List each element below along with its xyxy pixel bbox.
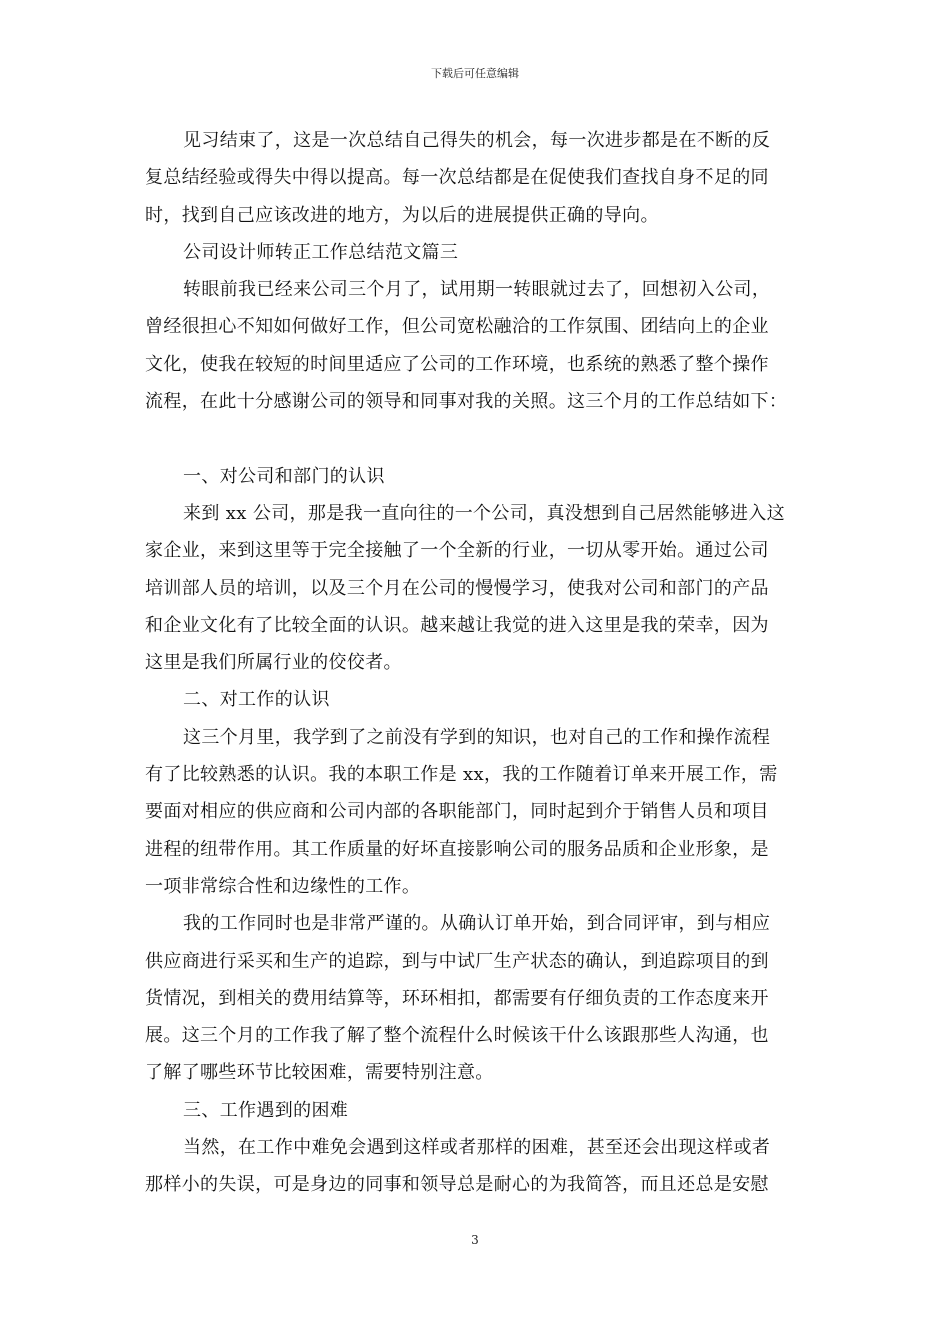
paragraph-line: 这里是我们所属行业的佼佼者。 (145, 652, 402, 674)
paragraph-line: 转眼前我已经来公司三个月了，试用期一转眼就过去了，回想初入公司， (183, 279, 771, 301)
paragraph-line: 了解了哪些环节比较困难，需要特别注意。 (145, 1062, 494, 1084)
paragraph-line: 来到 xx 公司，那是我一直向往的一个公司，真没想到自己居然能够进入这 (183, 502, 785, 524)
paragraph-line: 见习结束了，这是一次总结自己得失的机会，每一次进步都是在不断的反 (183, 130, 771, 151)
paragraph-line: 一项非常综合性和边缘性的工作。 (145, 875, 421, 897)
paragraph-line: 我的工作同时也是非常严谨的。从确认订单开始，到合同评审，到与相应 (183, 913, 771, 935)
paragraph-line: 曾经很担心不知如何做好工作，但公司宽松融洽的工作氛围、团结向上的企业 (145, 316, 769, 338)
paragraph-line: 家企业，来到这里等于完全接触了一个全新的行业，一切从零开始。通过公司 (145, 540, 769, 562)
section-heading: 一、对公司和部门的认识 (183, 465, 385, 487)
paragraph-line: 进程的纽带作用。其工作质量的好坏直接影响公司的服务品质和企业形象，是 (145, 838, 769, 860)
paragraph-line: 这三个月里，我学到了之前没有学到的知识，也对自己的工作和操作流程 (183, 726, 771, 748)
paragraph-line: 文化，使我在较短的时间里适应了公司的工作环境，也系统的熟悉了整个操作 (145, 353, 769, 375)
page-header: 下载后可任意编辑 (431, 67, 519, 80)
paragraph-line: 要面对相应的供应商和公司内部的各职能部门，同时起到介于销售人员和项目 (145, 801, 769, 823)
paragraph-line: 供应商进行采买和生产的追踪，到与中试厂生产状态的确认，到追踪项目的到 (145, 950, 769, 972)
paragraph-line: 当然，在工作中难免会遇到这样或者那样的困难，甚至还会出现这样或者 (183, 1137, 771, 1159)
section-heading: 二、对工作的认识 (183, 689, 330, 711)
paragraph-line: 流程，在此十分感谢公司的领导和同事对我的关照。这三个月的工作总结如下： (145, 391, 788, 413)
paragraph-line: 复总结经验或得失中得以提高。每一次总结都是在促使我们查找自身不足的同 (145, 167, 769, 189)
paragraph-line: 那样小的失误，可是身边的同事和领导总是耐心的为我简答，而且还总是安慰 (145, 1174, 769, 1196)
paragraph-line: 有了比较熟悉的认识。我的本职工作是 xx，我的工作随着订单来开展工作，需 (145, 764, 778, 786)
paragraph-line: 培训部人员的培训，以及三个月在公司的慢慢学习，使我对公司和部门的产品 (145, 577, 769, 599)
page-number: 3 (471, 1233, 479, 1247)
section-heading: 三、工作遇到的困难 (183, 1099, 349, 1121)
paragraph-line: 货情况，到相关的费用结算等，环环相扣，都需要有仔细负责的工作态度来开 (145, 987, 769, 1009)
section-title: 公司设计师转正工作总结范文篇三 (183, 241, 459, 263)
paragraph-line: 时，找到自己应该改进的地方，为以后的进展提供正确的导向。 (145, 204, 659, 226)
paragraph-line: 展。这三个月的工作我了解了整个流程什么时候该干什么该跟那些人沟通，也 (145, 1025, 769, 1047)
blank-line (145, 420, 810, 457)
paragraph-line: 和企业文化有了比较全面的认识。越来越让我觉的进入这里是我的荣幸，因为 (145, 614, 769, 636)
document-body (145, 122, 810, 1204)
